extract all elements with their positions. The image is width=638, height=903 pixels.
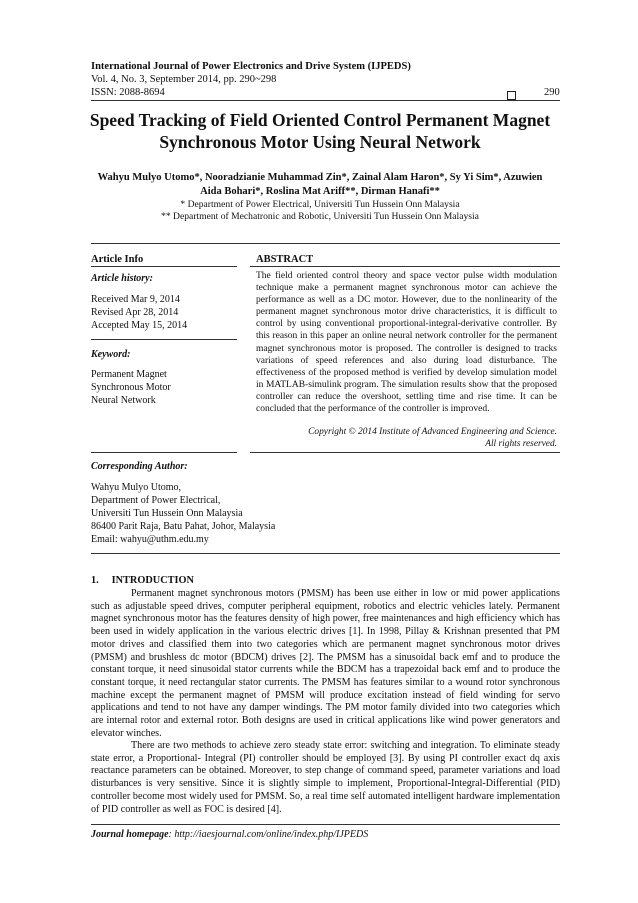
journal-homepage (91, 829, 368, 840)
keyword-3: Neural Network (91, 395, 156, 406)
corresponding-heading: Corresponding Author: (91, 461, 188, 472)
page-number: 290 (544, 87, 560, 98)
intro-paragraph-2: There are two methods to achieve zero steady state error: switching and integration. To eliminate steady state error, a Proportional- Integral (PI) controller should be employed [3]. By using PI controller exact dq axis reactance parameters can be obtained. Moreover, to step change of command speed, parameter variations and load disturbances is very sensitive. Since it is slightly simple to implement, Proportional-Integral-Differential (PID) controller become most widely used for PMSM. So, a real time self automated intelligent hardware implementation of PID controller as well as FOC is desired [4]. (91, 740, 560, 815)
authors (80, 171, 560, 199)
corresponding-department: Department of Power Electrical, (91, 495, 221, 506)
section-heading-introduction: 1. INTRODUCTION (91, 575, 194, 586)
issn: ISSN: 2088-8694 (91, 87, 165, 98)
abstract-rule (250, 266, 560, 267)
corresponding-email: Email: wahyu@uthm.edu.my (91, 534, 209, 545)
accepted-date: Accepted May 15, 2014 (91, 320, 188, 331)
footer-rule (91, 824, 560, 825)
corresponding-rule (91, 553, 560, 554)
info-rule-left (91, 266, 237, 267)
header-rule (91, 100, 560, 101)
affiliation-2: ** Department of Mechatronic and Robotic, Universiti Tun Hussein Onn Malaysia (161, 211, 479, 222)
authors-line-1: Wahyu Mulyo Utomo*, Nooradzianie Muhammad Zin*, Zainal Alam Haron*, Sy Yi Sim*, Azuwien (97, 172, 543, 183)
history-rule (91, 339, 237, 340)
homepage-label: Journal homepage (91, 829, 169, 840)
info-bottom-rule-right (250, 452, 560, 453)
intro-paragraph-1: Permanent magnet synchronous motors (PMSM) has been use either in low or mid power applications such as adjustable speed drives, computer peripheral equipment, robotics and electric vehicles lately. Permanent magnet synchronous motor has the features density of high power, free maintenances and high efficiency which has been used in widely application in the various electric drives [1]. In 1998, Pillay & Krishnan presented that PM motor drives and classified them into two categories which are permanent magnet synchronous motor drives (PMSM) and brushless dc motor (BDCM) drives [2]. The PMSM has a sinusoidal back emf and to produce the constant torque, it need sinusoidal stator currents while the BDCM has a trapezoidal back emf and to produce the constant torque, it need rectangular stator currents. The PMSM has features similar to a wound rotor synchronous machine except the permanent magnet of PMSM will produce excitation instead of field winding for servo applications and tend to not have any damper windings. The PM motor family divided into two categories which are internal rotor and external rotor. Both designs are used in critical applications like wind power generators and elevator winches. (91, 588, 560, 739)
abstract-text: The field oriented control theory and space vector pulse width modulation technique make a permanent magnet synchronous motor can achieve the performance as well as a DC motor. However, due to the nonlinearity of the permanent magnet synchronous motor drive characteristics, it is difficult to control by using conventional proportional-integral-derivative controller. By this reason in this paper an online neural network controller for the permanent magnet synchronous motor is proposed. The controller is designed to tracks variations of speed references and also during load disturbance. The effectiveness of the proposed method is verified by develop simulation model in MATLAB-simulink program. The simulation results show that the proposed controller can reduce the overshoot, settling time and rise time. It can be concluded that the performance of the controller is improved. (256, 271, 557, 415)
copyright-line-2: All rights reserved. (485, 439, 557, 449)
corresponding-address: 86400 Parit Raja, Batu Pahat, Johor, Malaysia (91, 521, 276, 532)
keyword-2: Synchronous Motor (91, 382, 171, 393)
revised-date: Revised Apr 28, 2014 (91, 307, 179, 318)
keyword-1: Permanent Magnet (91, 369, 167, 380)
keyword-heading: Keyword: (91, 349, 131, 360)
corresponding-name: Wahyu Mulyo Utomo, (91, 482, 182, 493)
abstract-heading: ABSTRACT (256, 254, 314, 265)
corresponding-university: Universiti Tun Hussein Onn Malaysia (91, 508, 243, 519)
info-top-rule (91, 243, 560, 244)
copyright (256, 426, 557, 450)
affiliation-1: * Department of Power Electrical, Universiti Tun Hussein Onn Malaysia (180, 199, 460, 210)
article-info-heading: Article Info (91, 254, 144, 265)
homepage-link[interactable]: : http://iaesjournal.com/online/index.php/IJPEDS (168, 829, 369, 840)
copyright-line-1: Copyright © 2014 Institute of Advanced Engineering and Science. (308, 427, 557, 437)
history-heading: Article history: (91, 273, 153, 284)
checkbox-icon (507, 87, 516, 105)
info-bottom-rule-left (91, 452, 237, 453)
paper-title (70, 109, 570, 153)
title-line-2: Synchronous Motor Using Neural Network (159, 132, 481, 152)
authors-line-2: Aida Bohari*, Roslina Mat Ariff**, Dirman Hanafi** (200, 186, 440, 197)
title-line-1: Speed Tracking of Field Oriented Control Permanent Magnet (89, 110, 551, 130)
volume-info: Vol. 4, No. 3, September 2014, pp. 290~298 (91, 74, 277, 85)
journal-name: International Journal of Power Electronics and Drive System (IJPEDS) (91, 61, 411, 72)
received-date: Received Mar 9, 2014 (91, 294, 180, 305)
